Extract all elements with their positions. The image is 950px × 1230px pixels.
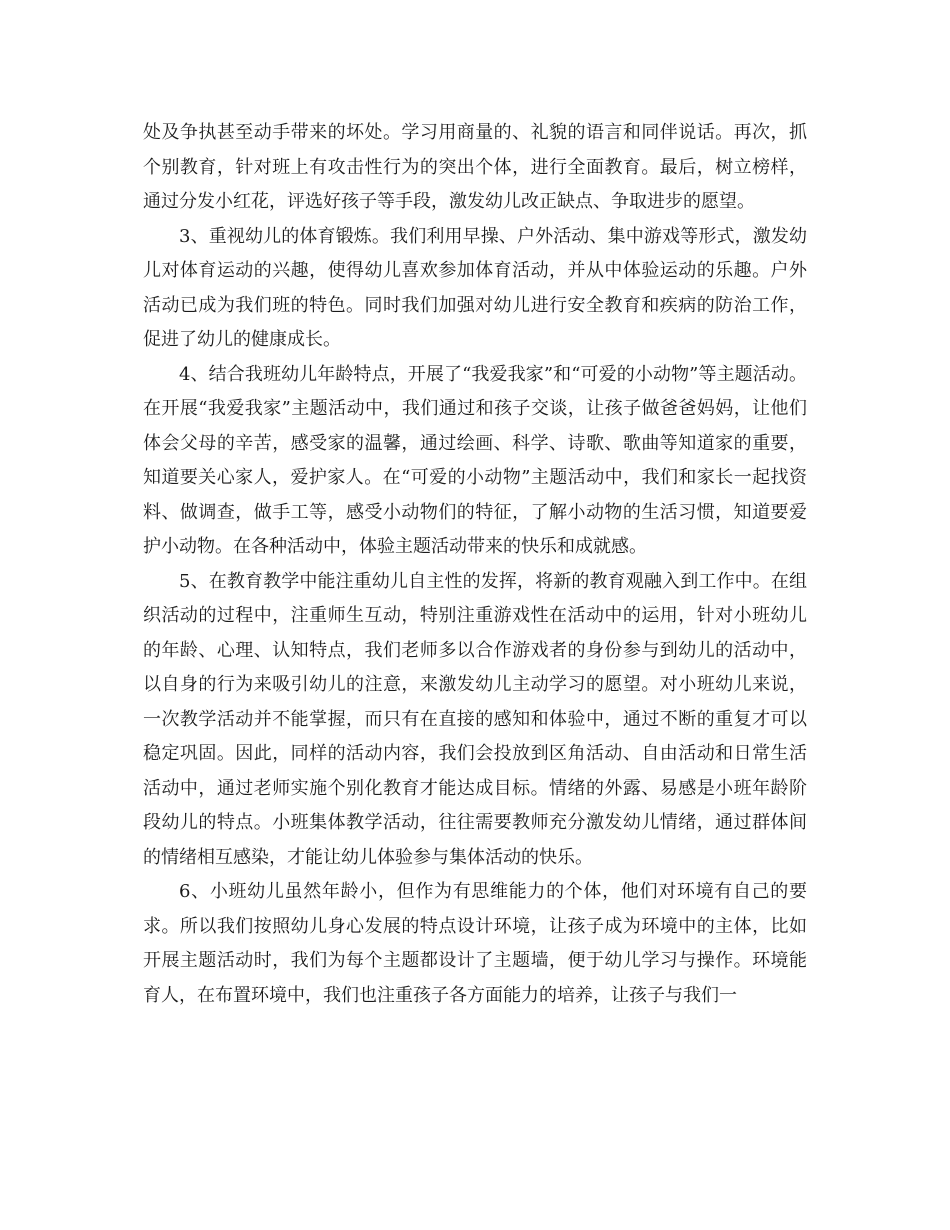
body-text [143,116,807,1013]
paragraph-item-6: 6、小班幼儿虽然年龄小，但作为有思维能力的个体，他们对环境有自己的要求。所以我们按照幼儿身心发展的特点设计环境，让孩子成为环境中的主体，比如开展主题活动时，我们为每个主题都设计了主题墙，便于幼儿学习与操作。环境能育人，在布置环境中，我们也注重孩子各方面能力的培养，让孩子与我们一 [143,881,807,1006]
paragraph-item-3: 3、重视幼儿的体育锻炼。我们利用早操、户外活动、集中游戏等形式，激发幼儿对体育运动的兴趣，使得幼儿喜欢参加体育活动，并从中体验运动的乐趣。户外活动已成为我们班的特色。同时我们加强对幼儿进行安全教育和疾病的防治工作，促进了幼儿的健康成长。 [143,225,807,350]
paragraph-item-4: 4、结合我班幼儿年龄特点，开展了“我爱我家”和“可爱的小动物”等主题活动。在开展“我爱我家”主题活动中，我们通过和孩子交谈，让孩子做爸爸妈妈，让他们体会父母的辛苦，感受家的温馨，通过绘画、科学、诗歌、歌曲等知道家的重要，知道要关心家人，爱护家人。在“可爱的小动物”主题活动中，我们和家长一起找资料、做调查，做手工等，感受小动物们的特征，了解小动物的生活习惯，知道要爱护小动物。在各种活动中，体验主题活动带来的快乐和成就感。 [143,363,807,557]
paragraph-item-5: 5、在教育教学中能注重幼儿自主性的发挥，将新的教育观融入到工作中。在组织活动的过程中，注重师生互动，特别注重游戏性在活动中的运用，针对小班幼儿的年龄、心理、认知特点，我们老师多以合作游戏者的身份参与到幼儿的活动中，以自身的行为来吸引幼儿的注意，来激发幼儿主动学习的愿望。对小班幼儿来说，一次教学活动并不能掌握，而只有在直接的感知和体验中，通过不断的重复才可以稳定巩固。因此，同样的活动内容，我们会投放到区角活动、自由活动和日常生活活动中，通过老师实施个别化教育才能达成目标。情绪的外露、易感是小班年龄阶段幼儿的特点。小班集体教学活动，往往需要教师充分激发幼儿情绪，通过群体间的情绪相互感染，才能让幼儿体验参与集体活动的快乐。 [143,570,807,868]
paragraph-continuation: 处及争执甚至动手带来的坏处。学习用商量的、礼貌的语言和同伴说话。再次，抓个别教育，针对班上有攻击性行为的突出个体，进行全面教育。最后，树立榜样，通过分发小红花，评选好孩子等手段，激发幼儿改正缺点、争取进步的愿望。 [143,122,807,212]
